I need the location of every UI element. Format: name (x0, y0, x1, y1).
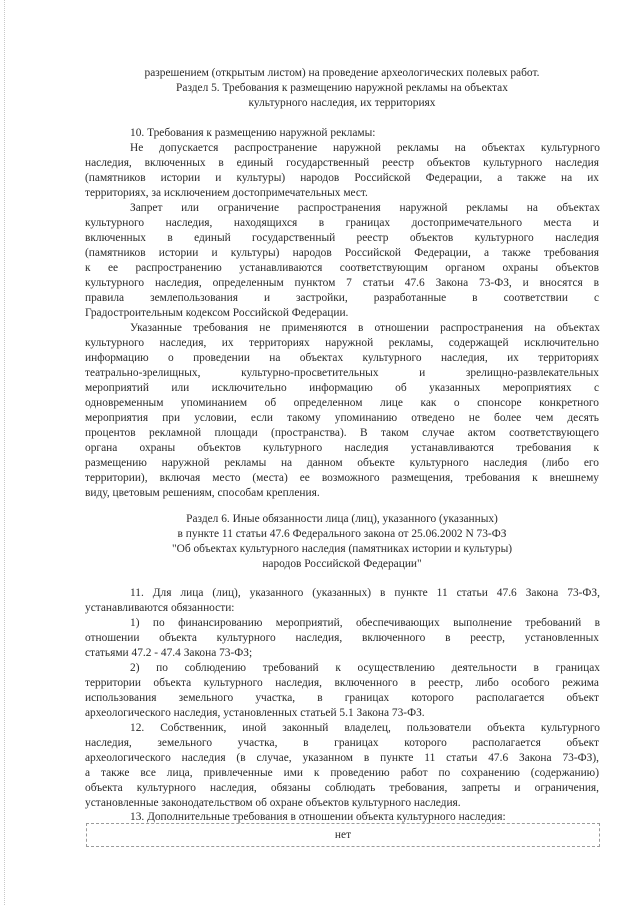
item12-line4: а также все лица, привлеченные ими к проведению работ по сохранению (содержанию) (85, 767, 599, 779)
item12-line6: установленные законодательством об охране объектов культурного наследия. (85, 797, 461, 809)
section5-title-line2: культурного наследия, их территориях (248, 97, 436, 109)
para3-line8: процентов рекламной площади (пространства). В таком случае актом соответствующего (85, 427, 599, 439)
item11-1-line2: отношении объекта культурного наследия, включенного в реестр, установленных (85, 632, 599, 644)
item12-line2: наследия, земельного участка, в границах которого располагается объект (85, 737, 599, 749)
item13-value: нет (334, 829, 352, 841)
section6-title-line3: "Об объектах культурного наследия (памятниках истории и культуры) (171, 543, 513, 555)
para2-line3: включенных в единый государственный реестр объектов культурного наследия (85, 232, 599, 244)
para3-line6: одновременным упоминанием об определенном лице как о спонсоре конкретного (85, 397, 599, 409)
para1-line3: (памятников истории и культуры) народов Российской Федерации, а также на их (85, 172, 599, 184)
para3-line10: размещению наружной рекламы на данном объекте культурного наследия (либо его (85, 457, 599, 469)
para1-line2: наследия, включенных в единый государственный реестр объектов культурного наследия (85, 157, 599, 169)
para3-line7: мероприятия при условии, если такому упоминанию отведено не более чем десять (85, 412, 599, 424)
para2-line5: к ее распространению устанавливаются соответствующим органом охраны объектов (85, 262, 599, 274)
item11-2-line2: территории объекта культурного наследия, включенного в реестр, либо особого режима (85, 677, 599, 689)
para3-line1: Указанные требования не применяются в отношении распространения на объектах (130, 322, 600, 334)
item12-line1: 12. Собственник, иной законный владелец, пользователи объекта культурного (130, 722, 600, 734)
para2-line6: культурного наследия, определенным пунктом 7 статьи 47.6 Закона 73-ФЗ, и вносятся в (85, 277, 599, 289)
para3-line9: органа охраны объектов культурного наследия устанавливаются требования к (85, 442, 599, 454)
para2-line1: Запрет или ограничение распространения наружной рекламы на объектах (130, 202, 600, 214)
section6-title-line2: в пункте 11 статьи 47.6 Федерального закона от 25.06.2002 N 73-ФЗ (177, 528, 507, 540)
section6-title-line1: Раздел 6. Иные обязанности лица (лиц), указанного (указанных) (186, 513, 498, 525)
para3-line2: культурного наследия, их территориях наружной рекламы, содержащей исключительно (85, 337, 599, 349)
intro-line: разрешением (открытым листом) на проведение археологических полевых работ. (144, 67, 540, 79)
item11-2-line3: использования земельного участка, в границах которого располагается объект (85, 692, 599, 704)
item11-line2: устанавливаются обязанности: (85, 602, 235, 614)
section5-title-line1: Раздел 5. Требования к размещению наружной рекламы на объектах (176, 82, 508, 94)
para3-line4: театрально-зрелищных, культурно-просветительных и зрелищно-развлекательных (85, 367, 599, 379)
item13-value-box (86, 823, 600, 847)
para2-line7: правила землепользования и застройки, разработанные в соответствии с (85, 292, 599, 304)
para3-line5: мероприятий или исключительно информацию об указанных мероприятиях с (85, 382, 599, 394)
item11-1-line1: 1) по финансированию мероприятий, обеспечивающих выполнение требований в (130, 617, 600, 629)
item10-header: 10. Требования к размещению наружной рекламы: (130, 127, 376, 139)
item12-line3: археологического наследия (в случае, указанном в пункте 11 статьи 47.6 Закона 73-ФЗ), (85, 752, 599, 764)
item11-line1: 11. Для лица (лиц), указанного (указанных) в пункте 11 статьи 47.6 Закона 73-ФЗ, (130, 587, 600, 599)
scan-margin-line (4, 0, 6, 905)
para3-line12: виду, цветовым решениям, способам крепления. (85, 487, 320, 499)
para1-line1: Не допускается распространение наружной рекламы на объектах культурного (130, 142, 600, 154)
item11-2-line4: археологического наследия, установленных статьей 5.1 Закона 73-ФЗ. (85, 707, 425, 719)
item12-line5: объекта культурного наследия, обязаны соблюдать требования, запреты и ограничения, (85, 782, 599, 794)
para1-line4: территориях, за исключением достопримечательных мест. (85, 187, 368, 199)
para2-line2: культурного наследия, находящихся в границах достопримечательного места и (85, 217, 599, 229)
item11-2-line1: 2) по соблюдению требований к осуществлению деятельности в границах (130, 662, 600, 674)
section6-title-line4: народов Российской Федерации" (262, 558, 422, 570)
para3-line3: информацию о проведении на объектах культурного наследия, их территориях (85, 352, 599, 364)
para2-line4: (памятников истории и культуры) народов Российской Федерации, а также требования (85, 247, 599, 259)
item11-1-line3: статьями 47.2 - 47.4 Закона 73-ФЗ; (85, 647, 253, 659)
item13-header: 13. Дополнительные требования в отношении объекта культурного наследия: (130, 811, 506, 823)
para2-line8: Градостроительным кодексом Российской Федерации. (85, 307, 349, 319)
para3-line11: территории), включая место (места) ее возможного размещения, требования к внешнему (85, 472, 599, 484)
